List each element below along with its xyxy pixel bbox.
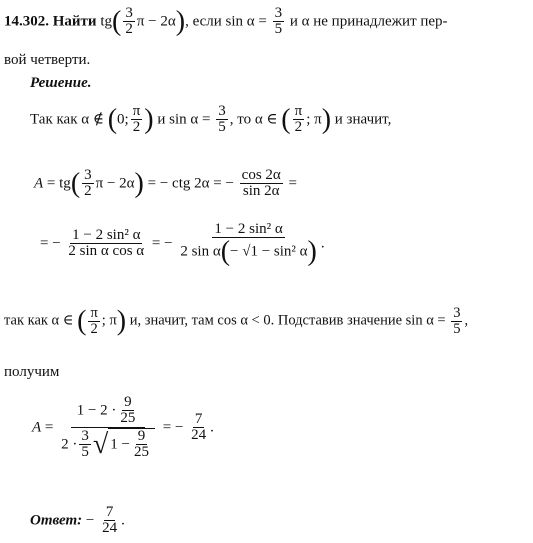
formula-2: = − $\frac{\text{1 − 2 sin² α}}{\text{2 sin α cos α}}$ = − $\frac{\text{1 − 2 sin² α}}{\text{2 sin α(− √1 − sin² α)}}$ . <box>40 221 325 267</box>
problem-statement-cont: вой четверти. <box>4 52 91 68</box>
problem-number: 14.302. <box>4 13 49 30</box>
formula-1: A = tg( $\frac{3}{2}$ π − 2α) = − ctg 2α = − $\frac{\cos 2\alpha}{\sin 2\alpha}$ = <box>34 167 297 199</box>
problem-statement: 14.302. Найти tg( $\frac{3}{2}$ π − 2α), если sin α = $\frac{3}{5}$ и α не принадлежит пер- <box>4 5 448 37</box>
answer: Ответ: − $\frac{7}{24}$ . <box>30 504 125 536</box>
solution-line-1: Так как α ∉ (0; $\frac{\pi}{2}$ ) и sin α = $\frac{3}{5}$ , то α ∈ ( $\frac{\pi}{2}$ ; π) и значит, <box>30 103 392 135</box>
solution-label: Решение. <box>30 75 92 91</box>
task-prefix: Найти <box>52 13 97 30</box>
answer-label: Ответ: <box>30 512 83 529</box>
solution-line-2: так как α ∈ ( $\frac{\pi}{2}$ ; π) и, значит, там cos α < 0. Подставив значение sin α = $\frac{3}{5}$ , <box>4 305 469 337</box>
solution-line-3: получим <box>4 364 60 380</box>
formula-3: A = 1 − 2 · $\frac{9}{25}$ 2 · $\frac{3}{5}$ √ 1 − $\frac{9}{25}$ = − $\frac{7}{24}$ . <box>32 394 214 460</box>
